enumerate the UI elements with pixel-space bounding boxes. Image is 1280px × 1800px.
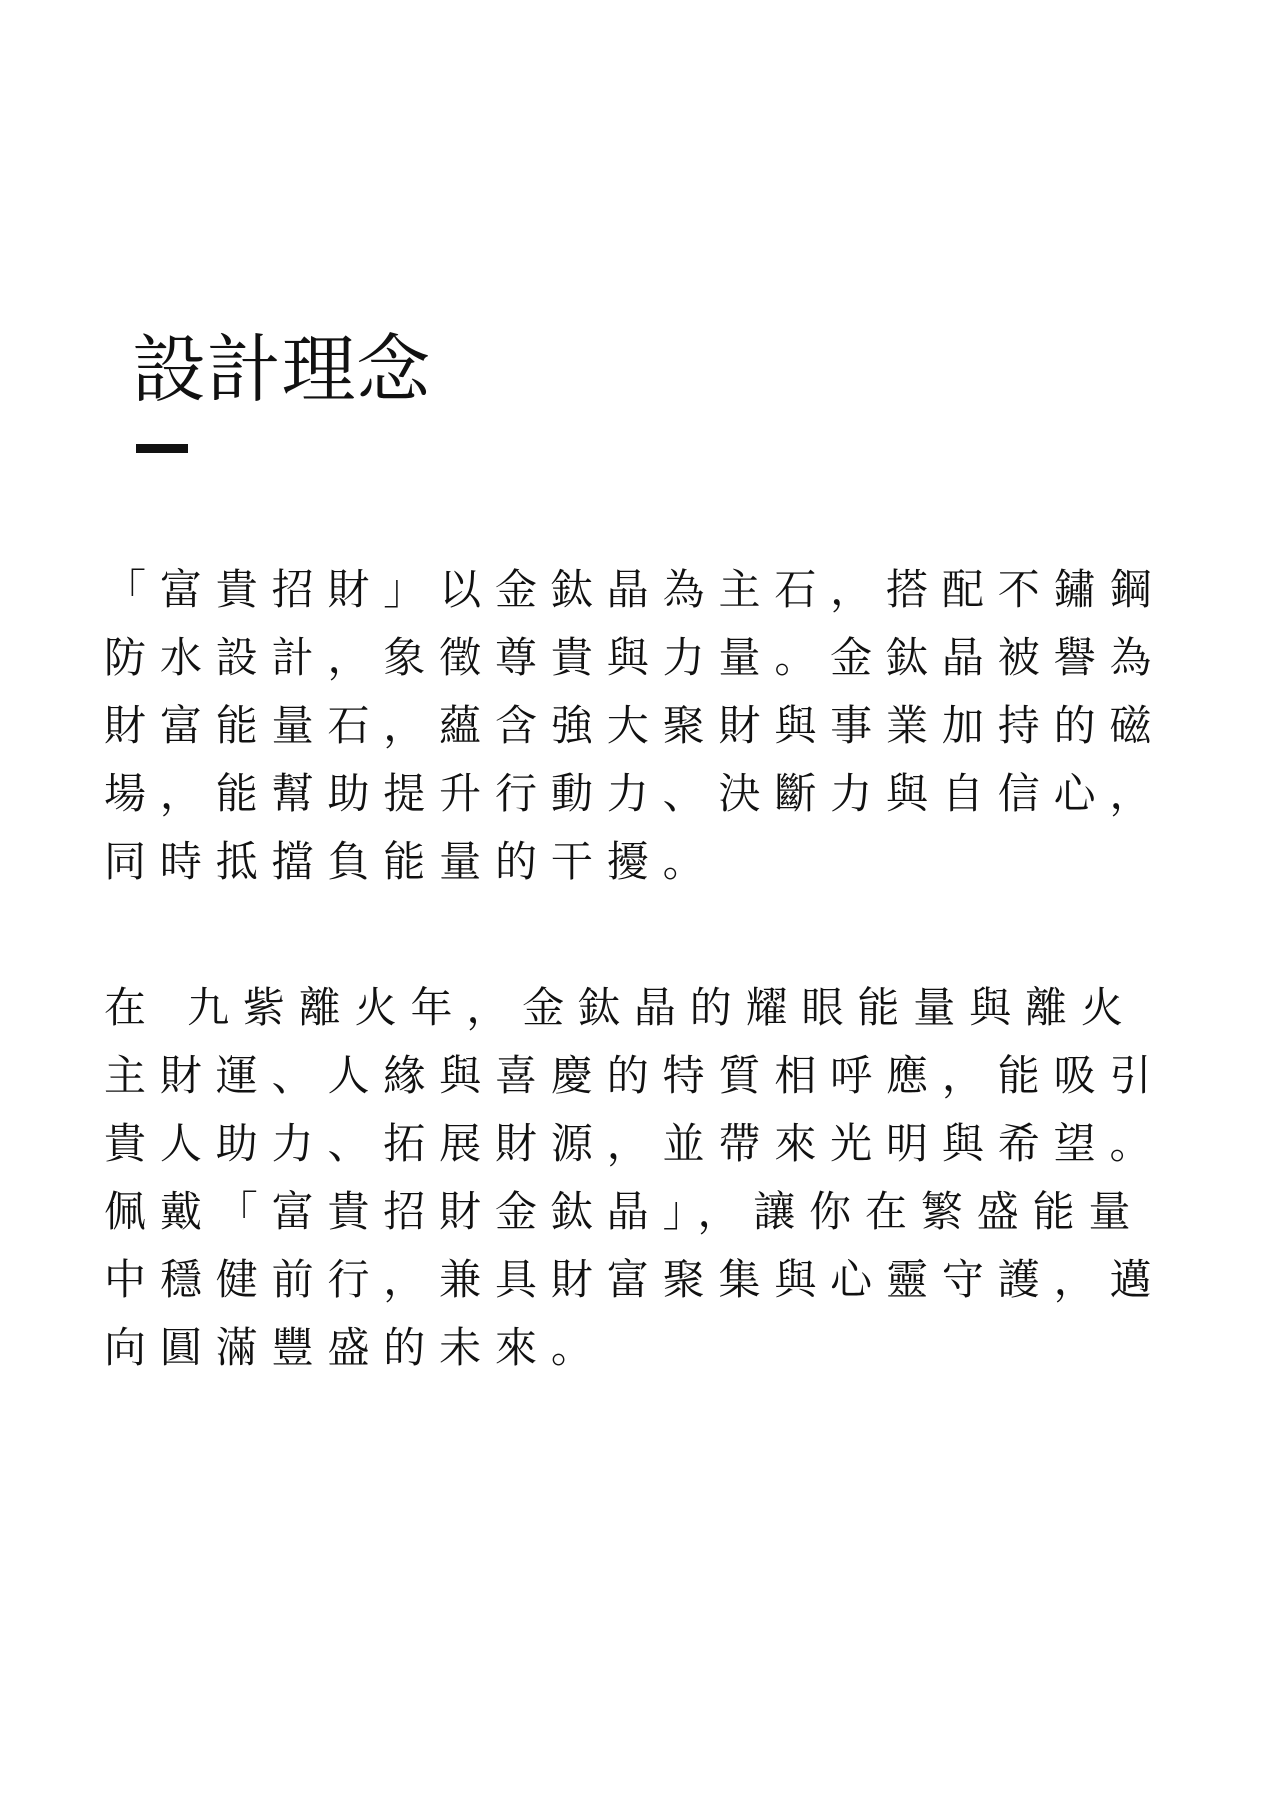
design-concept-paragraph-2: 在 九紫離火年，金鈦晶的耀眼能量與離火主財運、人緣與喜慶的特質相呼應，能吸引貴人助力、拓展財源，並帶來光明與希望。佩戴「富貴招財金鈦晶」，讓你在繁盛能量中穩健前行，兼具財富聚集與心靈守護，邁向圓滿豐盛的未來。 xyxy=(104,983,1166,1372)
page-title: 設計理念 xyxy=(132,327,431,413)
title-underline-bar xyxy=(136,444,188,453)
design-concept-paragraph-1: 「富貴招財」以金鈦晶為主石，搭配不鏽鋼防水設計，象徵尊貴與力量。金鈦晶被譽為財富能量石，蘊含強大聚財與事業加持的磁場，能幫助提升行動力、決斷力與自信心，同時抵擋負能量的干擾。 xyxy=(104,565,1166,886)
